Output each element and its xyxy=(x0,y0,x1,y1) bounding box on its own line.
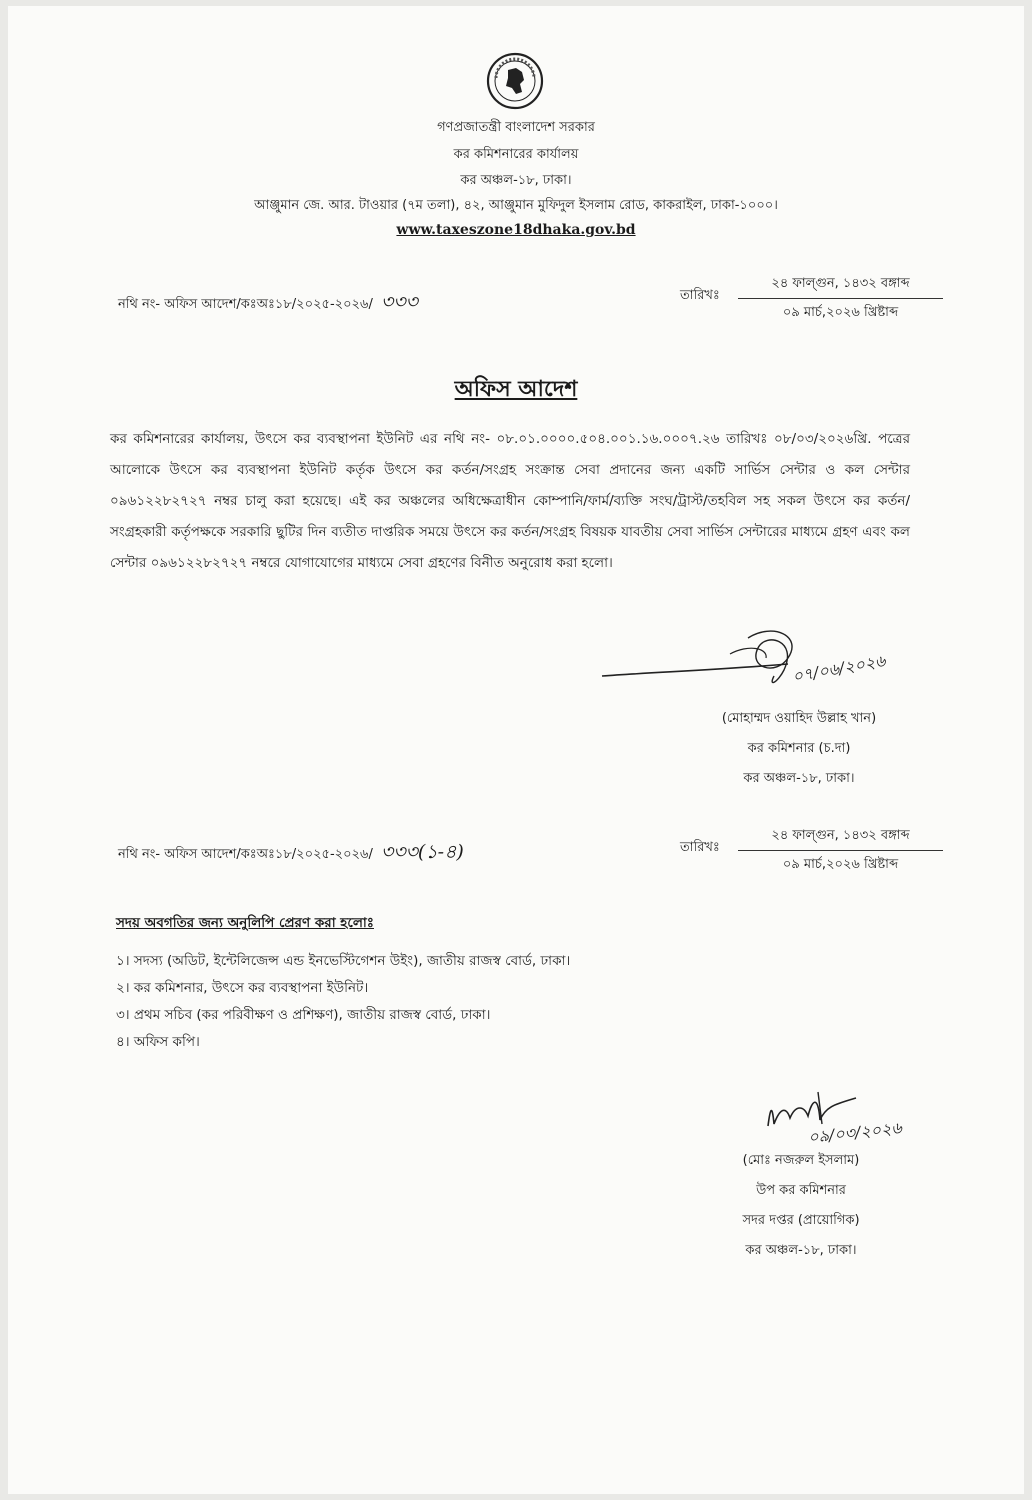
signature-date-1: ০৭/০৬/২০২৬ xyxy=(790,650,887,687)
reference-number xyxy=(118,288,418,320)
list-item: ১। সদস্য (অডিট, ইন্টেলিজেন্স এন্ড ইনভেস্টিগেশন উইং), জাতীয় রাজস্ব বোর্ড, ঢাকা। xyxy=(116,953,571,969)
header-office: কর কমিশনারের কার্যালয় xyxy=(453,147,579,162)
signature-date-2: ০৯/০৩/২০২৬ xyxy=(807,1118,903,1147)
copy-list xyxy=(116,948,570,1056)
page-title: অফিস আদেশ xyxy=(454,377,578,402)
signatory-name: (মোহাম্মদ ওয়াহিদ উল্লাহ খান) xyxy=(721,711,877,726)
date-bangla: ২৪ ফাল্গুন, ১৪৩২ বঙ্গাব্দ xyxy=(738,274,943,299)
signatory-block-2 xyxy=(706,1146,896,1266)
date-bangla: ২৪ ফাল্গুন, ১৪৩২ বঙ্গাব্দ xyxy=(738,826,943,851)
date-label: তারিখঃ xyxy=(680,840,720,855)
header-website-link[interactable]: www.taxeszone18dhaka.gov.bd xyxy=(396,222,636,238)
date-english: ০৯ মার্চ,২০২৬ খ্রিষ্টাব্দ xyxy=(782,305,899,320)
signatory-designation: উপ কর কমিশনার xyxy=(756,1183,846,1198)
date-block-copy xyxy=(680,826,950,876)
handwritten-memo-number: ৩৩৩ xyxy=(380,291,418,313)
order-body: কর কমিশনারের কার্যালয়, উৎসে কর ব্যবস্থাপনা ইউনিট এর নথি নং- ০৮.০১.০০০০.৫০৪.০০১.১৬.০০০৭.২৬ তারিখঃ ০৮/০৩/২০২৬খ্রি. পত্রের আলোকে উৎসে কর ব্যবস্থাপনা ইউনিট কর্তৃক উৎসে কর কর্তন/সংগ্রহ সংক্রান্ত সেবা প্রদানের জন্য একটি সার্ভিস সেন্টার ও কল সেন্টার ০৯৬১২২৮২৭২৭ নম্বর চালু করা হয়েছে। এই কর অঞ্চলের অধিক্ষেত্রাধীন কোম্পানি/ফার্ম/ব্যক্তি সংঘ/ট্রাস্ট/তহবিল সহ সকল উৎসে কর কর্তন/সংগ্রহকারী কর্তৃপক্ষকে সরকারি ছুটির দিন ব্যতীত দাপ্তরিক সময়ে উৎসে কর কর্তন/সংগ্রহ বিষয়ক যাবতীয় সেবা সার্ভিস সেন্টারের মাধ্যমে গ্রহণ এবং কল সেন্টার ০৯৬১২২৮২৭২৭ নম্বরে যোগাযোগের মাধ্যমে সেবা গ্রহণের বিনীত অনুরোধ করা হলো। xyxy=(110,431,910,571)
signatory-office: কর অঞ্চল-১৮, ঢাকা। xyxy=(745,1243,857,1258)
date-block xyxy=(680,274,950,324)
signatory-office: কর অঞ্চল-১৮, ঢাকা। xyxy=(743,771,855,786)
list-item: ৩। প্রথম সচিব (কর পরিবীক্ষণ ও প্রশিক্ষণ), জাতীয় রাজস্ব বোর্ড, ঢাকা। xyxy=(116,1007,491,1023)
handwritten-memo-number: ৩৩৩(১-৪) xyxy=(380,841,464,863)
government-seal-icon xyxy=(486,50,544,112)
date-english: ০৯ মার্চ,২০২৬ খ্রিষ্টাব্দ xyxy=(782,857,899,872)
header-zone: কর অঞ্চল-১৮, ঢাকা। xyxy=(460,173,572,188)
list-item: ৪। অফিস কপি। xyxy=(116,1034,200,1050)
copy-heading: সদয় অবগতির জন্য অনুলিপি প্রেরণ করা হলোঃ xyxy=(116,915,374,931)
signatory-department: সদর দপ্তর (প্রায়োগিক) xyxy=(742,1213,860,1228)
reference-number-copy xyxy=(118,838,464,870)
header-address: আঞ্জুমান জে. আর. টাওয়ার (৭ম তলা), ৪২, আঞ্জুমান মুফিদুল ইসলাম রোড, কাকরাইল, ঢাকা-১০০০। xyxy=(254,198,778,213)
header-government: গণপ্রজাতন্ত্রী বাংলাদেশ সরকার xyxy=(437,120,595,135)
signatory-name: (মোঃ নজরুল ইসলাম) xyxy=(742,1153,860,1168)
list-item: ২। কর কমিশনার, উৎসে কর ব্যবস্থাপনা ইউনিট। xyxy=(116,980,369,996)
reference-prefix: নথি নং- অফিস আদেশ/কঃঅঃ১৮/২০২৫-২০২৬/ xyxy=(118,847,373,862)
date-label: তারিখঃ xyxy=(680,288,720,303)
reference-prefix: নথি নং- অফিস আদেশ/কঃঅঃ১৮/২০২৫-২০২৬/ xyxy=(118,297,373,312)
signatory-designation: কর কমিশনার (চ.দা) xyxy=(747,741,851,756)
document-page xyxy=(8,6,1024,1494)
signatory-block-1 xyxy=(674,704,924,794)
